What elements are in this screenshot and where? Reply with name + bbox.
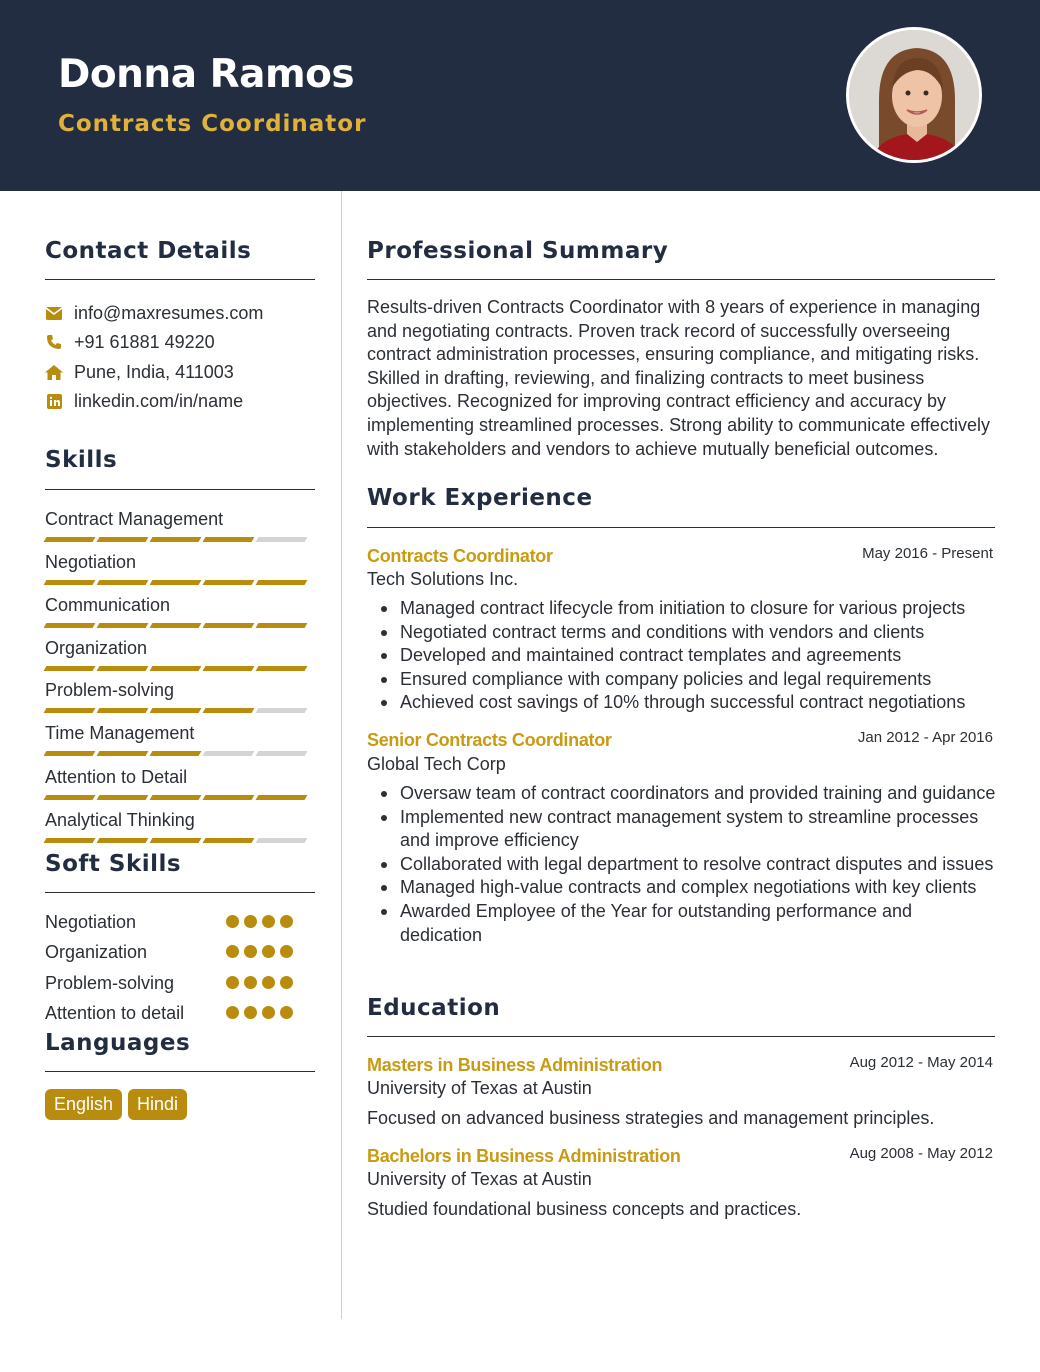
skill-level-segment	[97, 838, 149, 843]
languages-rule	[45, 1071, 315, 1072]
job-bullets	[367, 782, 997, 947]
degree-school: University of Texas at Austin	[367, 1169, 592, 1189]
skill-level-segment	[256, 580, 308, 585]
skill-level-segment	[150, 580, 202, 585]
soft-skill-item	[45, 911, 315, 933]
skill-item	[45, 551, 315, 585]
skill-level-segment	[44, 751, 96, 756]
skill-item	[45, 594, 315, 628]
job-bullet: Negotiated contract terms and conditions with vendors and clients	[367, 621, 997, 645]
skill-level-segment	[203, 666, 255, 671]
skill-level-segment	[97, 666, 149, 671]
language-tag: English	[45, 1089, 122, 1120]
job-dates: May 2016 - Present	[862, 545, 993, 562]
skill-level-bar	[45, 751, 315, 756]
contact-address-text: Pune, India, 411003	[74, 361, 234, 382]
home-icon	[45, 363, 63, 381]
skill-level-bar	[45, 795, 315, 800]
job-dates: Jan 2012 - Apr 2016	[857, 729, 993, 746]
degree-dates: Aug 2012 - May 2014	[849, 1054, 993, 1071]
summary-rule	[367, 279, 995, 280]
summary-heading: Professional Summary	[367, 238, 669, 264]
skill-item	[45, 679, 315, 713]
skill-level-bar	[45, 537, 315, 542]
skill-level-segment	[97, 623, 149, 628]
skill-level-segment	[150, 751, 202, 756]
degree-school: University of Texas at Austin	[367, 1078, 592, 1098]
soft-skill-label: Attention to detail	[45, 1003, 185, 1023]
skill-level-bar	[45, 580, 315, 585]
degree-description: Focused on advanced business strategies and management principles.	[367, 1108, 935, 1128]
degree-title: Masters in Business Administration	[367, 1055, 663, 1075]
skill-level-segment	[44, 708, 96, 713]
summary-text: Results-driven Contracts Coordinator with 8 years of experience in managing and negotiating contracts. Proven track record of successfully overseeing contract administration processes, ensuring compliance, and mitigating risks. Skilled in drafting, reviewing, and finalizing contracts to meet business objectives. Recognized for improving contract efficiency and accuracy by implementing streamlined processes. Strong ability to communicate effectively with stakeholders and vendors to achieve mutually beneficial outcomes.	[367, 297, 990, 459]
soft-skills-heading: Soft Skills	[45, 851, 182, 877]
skill-level-segment	[97, 708, 149, 713]
skill-item	[45, 722, 315, 756]
skill-item	[45, 766, 315, 800]
degree-title: Bachelors in Business Administration	[367, 1146, 681, 1166]
skill-level-segment	[97, 537, 149, 542]
job-bullet: Collaborated with legal department to resolve contract disputes and issues	[367, 853, 997, 877]
job-bullet: Implemented new contract management system to streamline processes and improve efficiency	[367, 806, 997, 853]
skill-item	[45, 637, 315, 671]
skill-level-segment	[203, 838, 255, 843]
job-bullet: Ensured compliance with company policies and legal requirements	[367, 668, 997, 692]
skill-level-segment	[97, 751, 149, 756]
soft-skill-dot	[280, 945, 293, 958]
skill-level-segment	[256, 708, 308, 713]
soft-skill-dot	[244, 976, 257, 989]
resume-header	[0, 0, 1040, 191]
skill-level-segment	[44, 537, 96, 542]
experience-heading: Work Experience	[367, 485, 593, 511]
soft-skill-dot	[262, 915, 275, 928]
soft-skill-dot	[226, 1006, 239, 1019]
candidate-name: Donna Ramos	[58, 52, 355, 97]
soft-skill-dot	[262, 945, 275, 958]
soft-skill-dot	[280, 976, 293, 989]
skill-level-segment	[97, 795, 149, 800]
soft-skill-dot	[226, 915, 239, 928]
skill-level-bar	[45, 708, 315, 713]
skill-level-segment	[44, 580, 96, 585]
soft-skill-dot	[244, 915, 257, 928]
skill-level-segment	[203, 708, 255, 713]
skill-level-bar	[45, 838, 315, 843]
soft-skill-item	[45, 941, 315, 963]
soft-skill-label: Negotiation	[45, 912, 137, 932]
soft-skill-label: Organization	[45, 942, 148, 962]
skill-label: Analytical Thinking	[45, 810, 195, 830]
job-title: Contracts Coordinator	[367, 546, 553, 566]
skill-label: Communication	[45, 595, 171, 615]
skill-level-segment	[203, 537, 255, 542]
job-bullet: Developed and maintained contract templates and agreements	[367, 644, 997, 668]
degree-dates: Aug 2008 - May 2012	[849, 1145, 993, 1162]
profile-photo-illustration	[849, 30, 982, 163]
skill-level-segment	[256, 666, 308, 671]
profile-photo	[846, 27, 982, 163]
envelope-icon	[45, 304, 63, 322]
skill-level-segment	[150, 623, 202, 628]
soft-skill-dot	[280, 1006, 293, 1019]
phone-icon	[45, 333, 63, 351]
skill-level-segment	[150, 795, 202, 800]
skill-label: Contract Management	[45, 509, 224, 529]
education-heading: Education	[367, 995, 501, 1021]
skill-level-segment	[44, 838, 96, 843]
job-bullet: Achieved cost savings of 10% through successful contract negotiations	[367, 691, 997, 715]
job-bullet: Managed high-value contracts and complex negotiations with key clients	[367, 876, 997, 900]
skill-level-segment	[203, 751, 255, 756]
soft-skill-dot	[262, 1006, 275, 1019]
contact-email[interactable]	[45, 302, 263, 324]
soft-skill-dot	[244, 945, 257, 958]
column-divider	[341, 191, 342, 1319]
skill-level-segment	[203, 580, 255, 585]
skill-level-segment	[150, 666, 202, 671]
linkedin-icon	[45, 392, 63, 410]
skill-level-bar	[45, 666, 315, 671]
skill-level-segment	[256, 838, 308, 843]
job-bullet: Managed contract lifecycle from initiation to closure for various projects	[367, 597, 997, 621]
skill-level-segment	[97, 580, 149, 585]
skill-item	[45, 508, 315, 542]
skill-label: Attention to Detail	[45, 767, 188, 787]
skill-level-segment	[256, 795, 308, 800]
skill-level-segment	[150, 708, 202, 713]
job-bullet: Awarded Employee of the Year for outstanding performance and dedication	[367, 900, 997, 947]
skill-label: Negotiation	[45, 552, 137, 572]
soft-skill-dot	[226, 945, 239, 958]
contact-rule	[45, 279, 315, 280]
skill-label: Problem-solving	[45, 680, 175, 700]
soft-skill-item	[45, 1002, 315, 1024]
skills-heading: Skills	[45, 447, 118, 473]
soft-skill-dot	[244, 1006, 257, 1019]
soft-skill-dot	[262, 976, 275, 989]
contact-linkedin[interactable]	[45, 390, 243, 412]
soft-skill-dot	[280, 915, 293, 928]
soft-skill-item	[45, 972, 315, 994]
contact-phone[interactable]	[45, 331, 215, 353]
job-company: Global Tech Corp	[367, 754, 506, 774]
skill-level-segment	[44, 666, 96, 671]
skill-level-segment	[44, 795, 96, 800]
skill-label: Time Management	[45, 723, 195, 743]
skill-item	[45, 809, 315, 843]
soft-skills-rule	[45, 892, 315, 893]
contact-heading: Contact Details	[45, 238, 252, 264]
skill-label: Organization	[45, 638, 148, 658]
language-tag: Hindi	[128, 1089, 187, 1120]
job-bullet: Oversaw team of contract coordinators and provided training and guidance	[367, 782, 997, 806]
degree-description: Studied foundational business concepts and practices.	[367, 1199, 802, 1219]
skills-rule	[45, 489, 315, 490]
skill-level-segment	[150, 537, 202, 542]
skill-level-segment	[44, 623, 96, 628]
job-title: Senior Contracts Coordinator	[367, 730, 612, 750]
candidate-title: Contracts Coordinator	[58, 111, 367, 137]
contact-email-text: info@maxresumes.com	[74, 302, 264, 323]
experience-rule	[367, 527, 995, 528]
contact-address	[45, 361, 234, 383]
skill-level-segment	[150, 838, 202, 843]
skill-level-segment	[256, 751, 308, 756]
skill-level-segment	[256, 537, 308, 542]
soft-skill-label: Problem-solving	[45, 973, 175, 993]
skill-level-bar	[45, 623, 315, 628]
soft-skill-dot	[226, 976, 239, 989]
skill-level-segment	[203, 795, 255, 800]
education-rule	[367, 1036, 995, 1037]
contact-phone-text: +91 61881 49220	[74, 331, 215, 352]
job-company: Tech Solutions Inc.	[367, 569, 519, 589]
contact-linkedin-text: linkedin.com/in/name	[74, 390, 244, 411]
languages-heading: Languages	[45, 1030, 191, 1056]
skill-level-segment	[203, 623, 255, 628]
job-bullets	[367, 597, 997, 715]
skill-level-segment	[256, 623, 308, 628]
